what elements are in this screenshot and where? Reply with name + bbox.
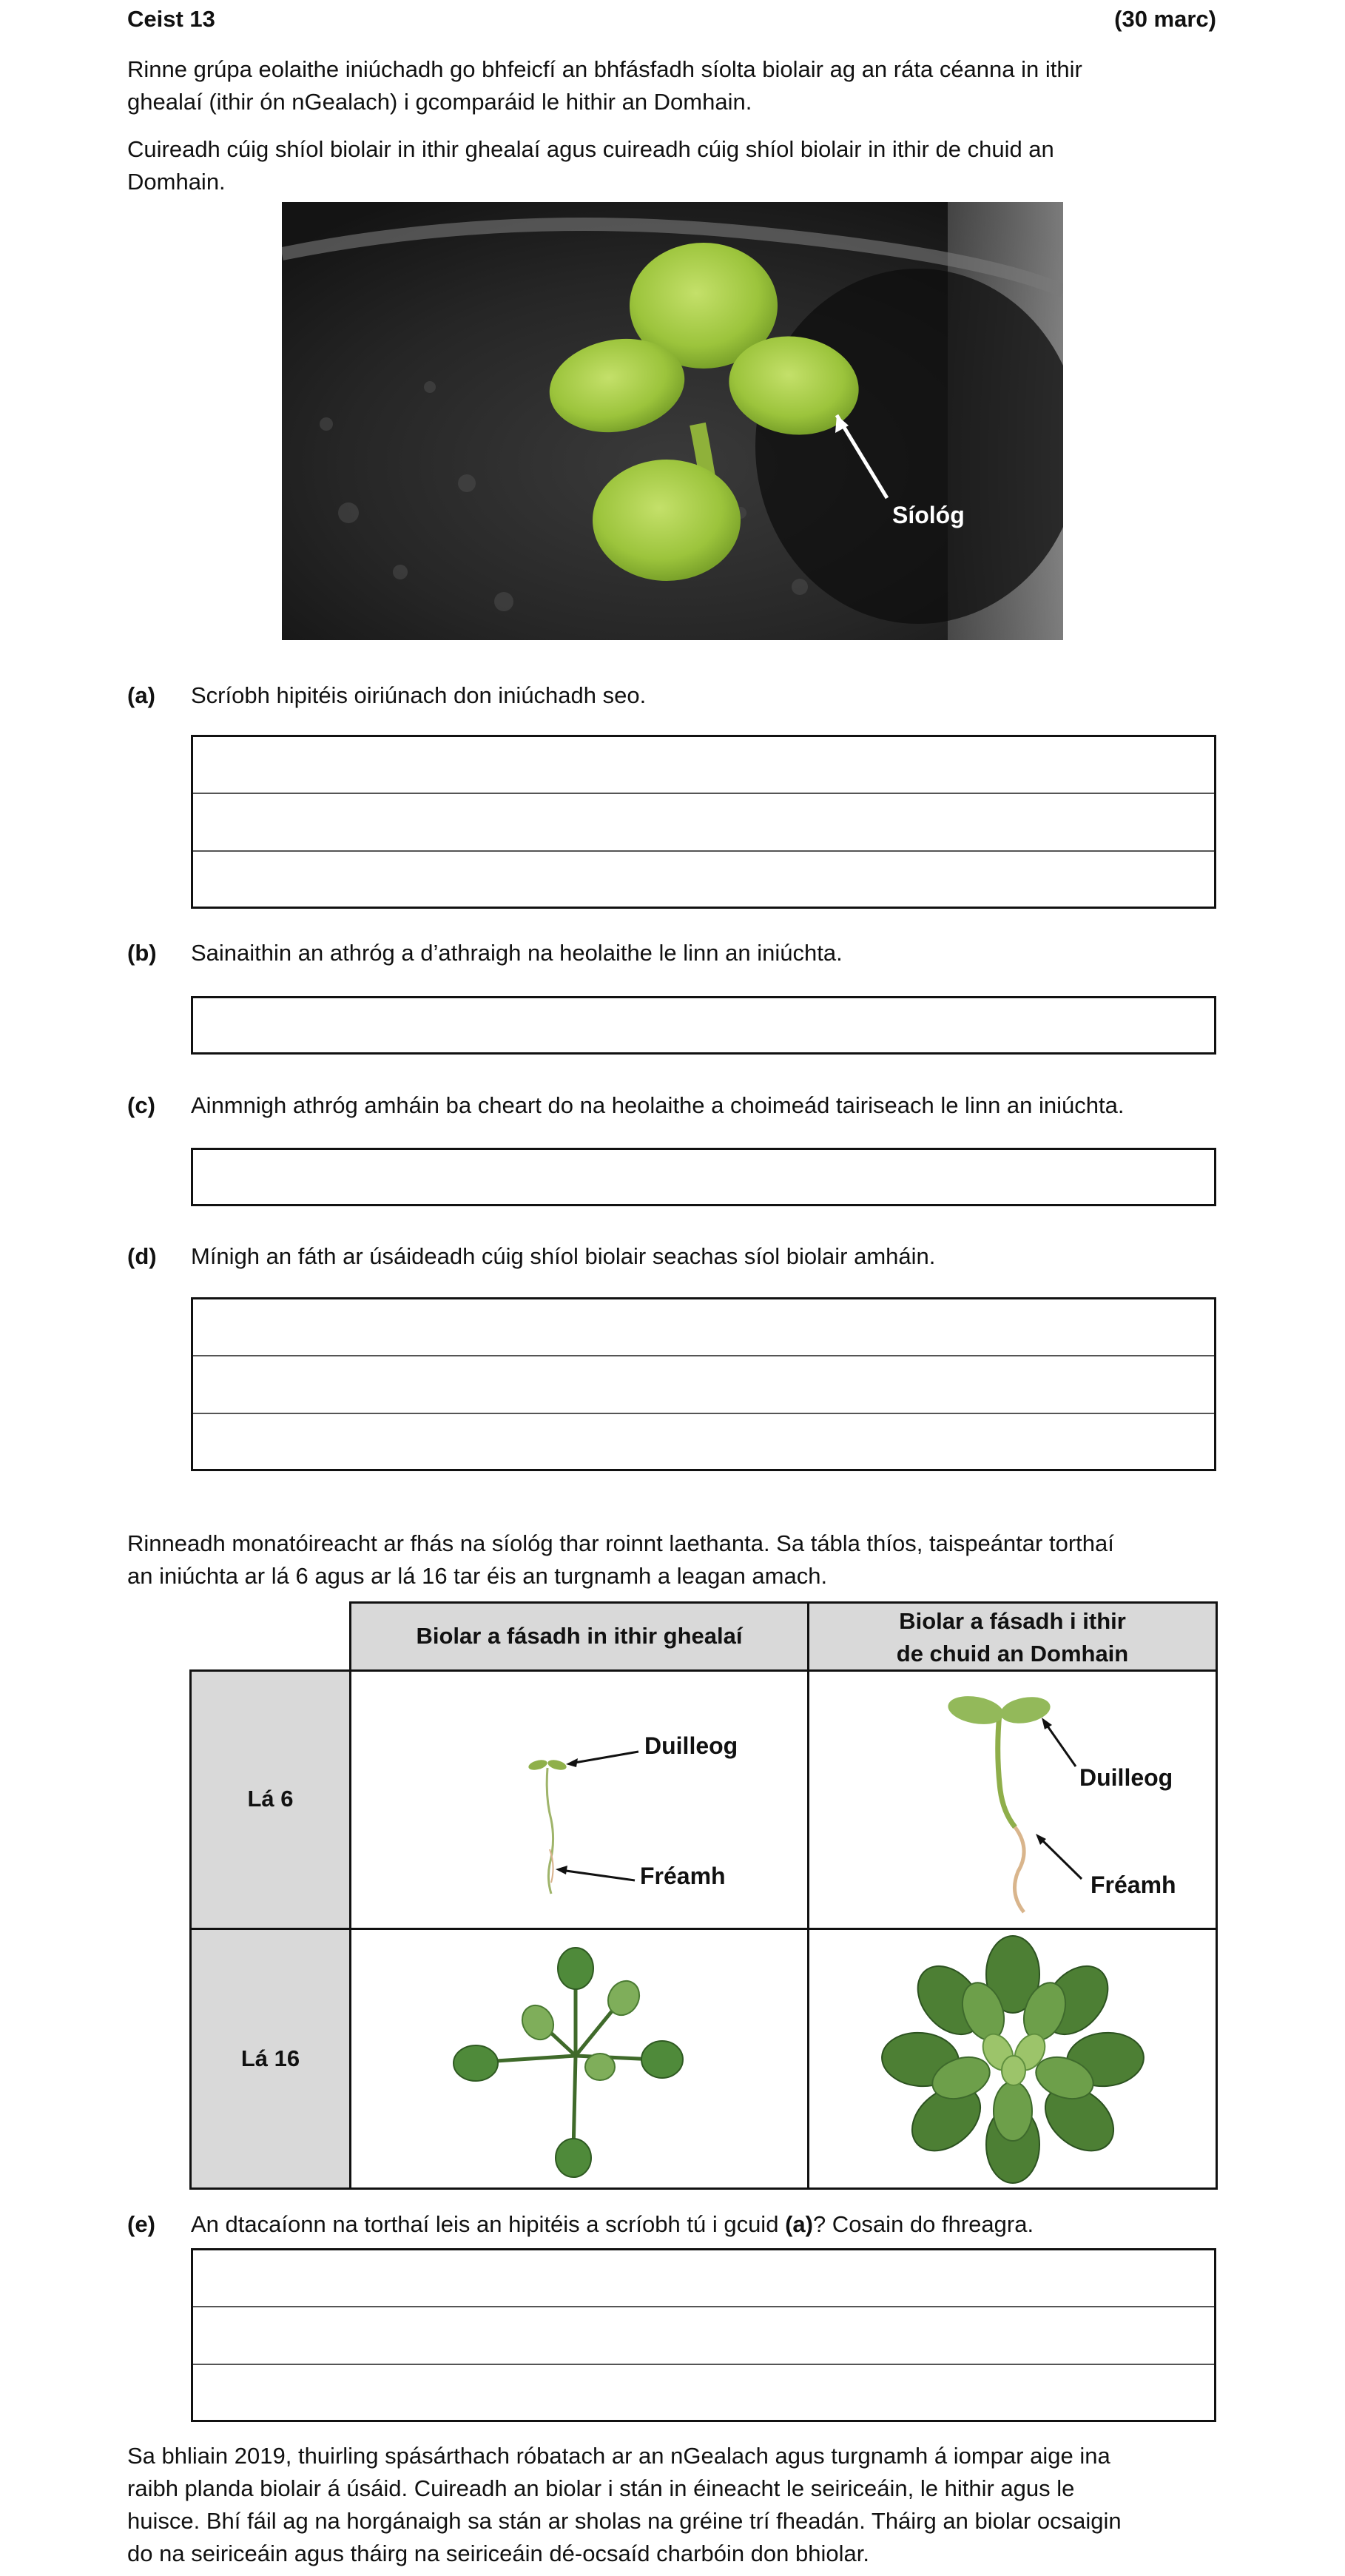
part-b-question: Sainaithin an athróg a d’athraigh na heolaithe le linn an iniúchta. — [191, 940, 843, 966]
small-rosette — [351, 1930, 807, 2187]
leaf-label-day6-lunar: Duilleog — [644, 1732, 738, 1759]
part-c-answer-box[interactable] — [191, 1148, 1216, 1206]
cell-day16-lunar — [349, 1928, 809, 2190]
part-e-answer-box[interactable] — [191, 2248, 1216, 2422]
table-row-day6: Lá 6 — [189, 1669, 351, 1930]
part-b-answer-box[interactable] — [191, 996, 1216, 1055]
part-d-label: (d) — [127, 1243, 157, 1269]
photo-annotation: Síológ — [892, 502, 965, 528]
part-d-answer-box[interactable] — [191, 1297, 1216, 1471]
part-a-label: (a) — [127, 682, 155, 708]
root-label-day6-lunar: Fréamh — [640, 1863, 726, 1889]
part-a-answer-box[interactable] — [191, 735, 1216, 909]
results-table — [189, 1601, 1218, 2190]
part-e-label: (e) — [127, 2211, 155, 2237]
large-rosette — [809, 1930, 1216, 2187]
cell-day16-earth — [807, 1928, 1218, 2190]
part-b-label: (b) — [127, 940, 157, 966]
cell-day6-earth — [807, 1669, 1218, 1930]
question-marks: (30 marc) — [1114, 6, 1216, 32]
root-label-day6-earth: Fréamh — [1091, 1872, 1176, 1898]
part-a-question: Scríobh hipitéis oiriúnach don iniúchadh seo. — [191, 682, 647, 708]
intro-paragraph-1: Rinne grúpa eolaithe iniúchadh go bhfeicfí an bhfásfadh síolta biolair ag an ráta céanna in ithir ghealaí (ithir ón nGealach) i gcomparáid le hithir an Domhain. — [127, 56, 1082, 115]
part-d-question: Mínigh an fáth ar úsáideadh cúig shíol biolair seachas síol biolair amháin. — [191, 1243, 936, 1269]
part-c-label: (c) — [127, 1092, 155, 1118]
table-row-day16: Lá 16 — [189, 1928, 351, 2190]
part-e-question: An dtacaíonn na torthaí leis an hipitéis a scríobh tú i gcuid (a)? Cosain do fhreagra. — [191, 2211, 1034, 2237]
table-header-lunar: Biolar a fásadh in ithir ghealaí — [349, 1601, 809, 1672]
cell-day6-lunar — [349, 1669, 809, 1930]
leaf-label-day6-earth: Duilleog — [1079, 1764, 1173, 1791]
table-header-earth: Biolar a fásadh i ithir de chuid an Domhain — [807, 1601, 1218, 1672]
question-number: Ceist 13 — [127, 6, 215, 32]
monitoring-paragraph: Rinneadh monatóireacht ar fhás na síológ thar roinnt laethanta. Sa tábla thíos, taispeántar torthaí an iniúchta ar lá 6 agus ar lá 16 tar éis an turgnamh a leagan amach. — [127, 1530, 1114, 1589]
intro-paragraph-2: Cuireadh cúig shíol biolair in ithir ghealaí agus cuireadh cúig shíol biolair in ithir de chuid an Domhain. — [127, 136, 1054, 195]
seedling-photo — [282, 202, 1063, 640]
closing-paragraph: Sa bhliain 2019, thuirling spásárthach róbatach ar an nGealach agus turgnamh á iompar aige ina raibh planda biolair á úsáid. Cuireadh an biolar i stán in éineacht le seiriceáin, le hithir agus le huisce. Bhí fáil ag na horgánaigh sa stán ar sholas na gréine trí fheadán. Tháirg an biolar ocsaigin do na seiriceáin agus tháirg na seiriceáin dé-ocsaíd charbóin don bhiolar. — [127, 2443, 1122, 2566]
part-c-question: Ainmnigh athróg amháin ba cheart do na heolaithe a choimeád tairiseach le linn an iniúchta. — [191, 1092, 1125, 1118]
